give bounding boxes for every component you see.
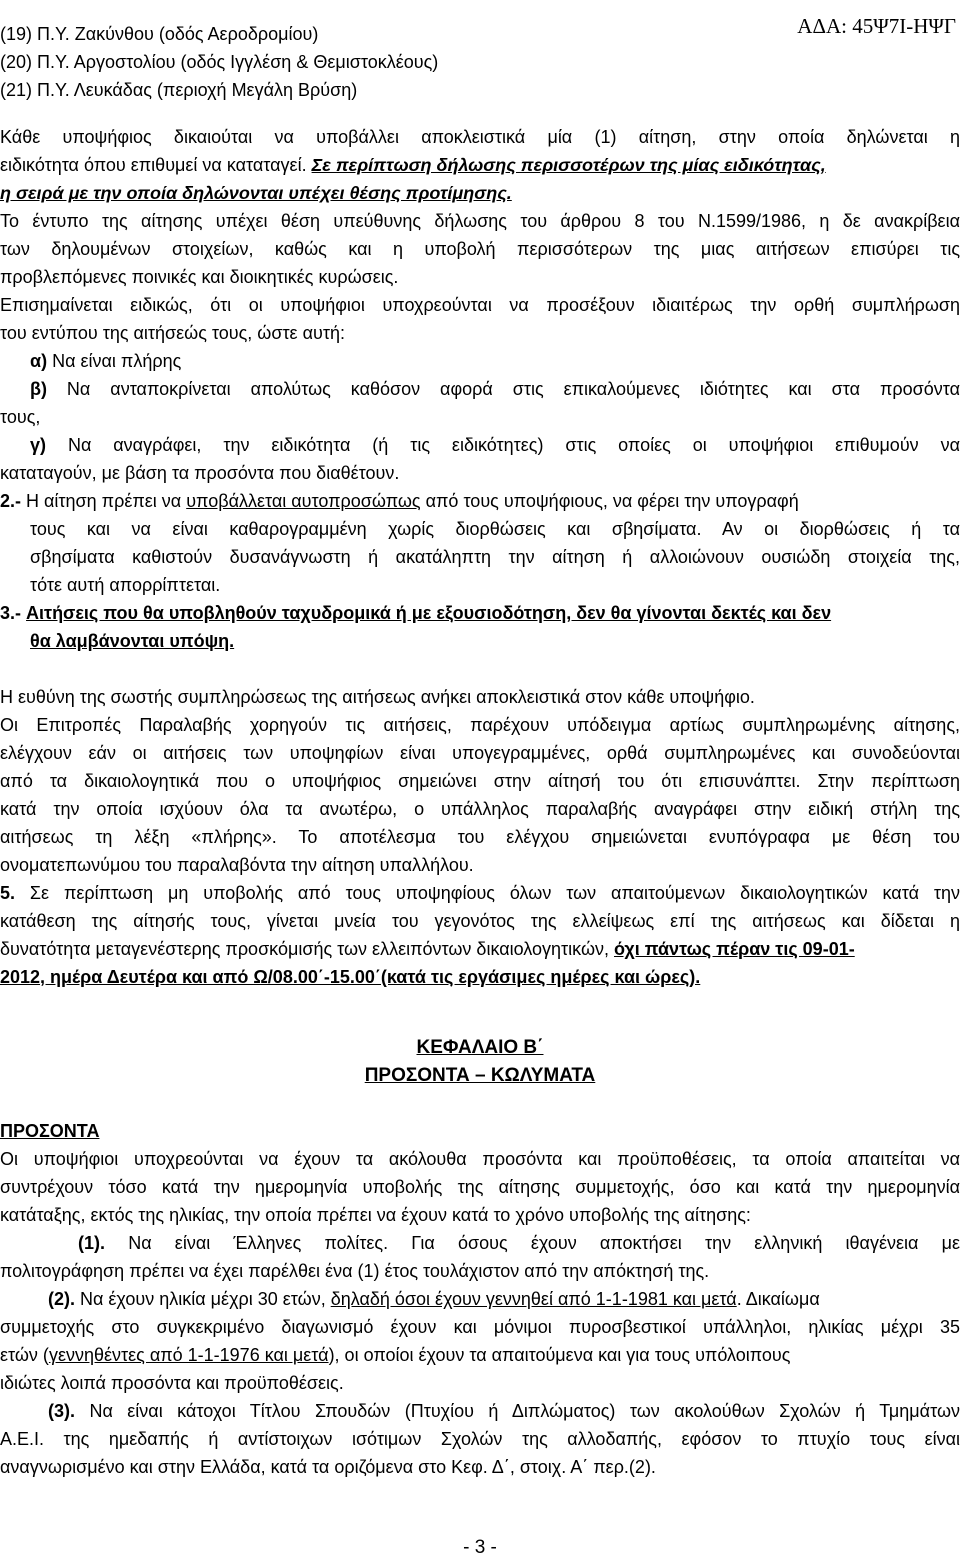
address-line-19: (19) Π.Υ. Ζακύνθου (οδός Αεροδρομίου)	[0, 24, 319, 44]
para4-line3: ελέγχουν εάν οι αιτήσεις των υποψηφίων είναι υπογεγραμμένες, ορθά συμπληρωμένες και συνοδεύονται	[0, 743, 960, 763]
para1-line4: Το έντυπο της αίτησης υπέχει θέση υπεύθυνης δήλωσης του άρθρου 8 του Ν.1599/1986, η δε ανακρίβεια	[0, 211, 960, 231]
chapter-title: ΚΕΦΑΛΑΙΟ Β΄	[416, 1037, 544, 1058]
item5-line1: 5. Σε περίπτωση μη υποβολής από τους υποψηφίους όλων των απαιτούμενων δικαιολογητικών κατά την	[0, 883, 960, 903]
req2-line2: συμμετοχής στο συγκεκριμένο διαγωνισμό έχουν και μόνιμοι πυροσβεστικοί υπάλληλοι, ηλικίας μέχρι 35	[0, 1317, 960, 1337]
list-item-c-cont: καταταγούν, με βάση τα προσόντα που διαθέτουν.	[0, 463, 400, 483]
page-number: - 3 -	[463, 1537, 497, 1558]
req3-line3: αναγνωρισμένο και στην Ελλάδα, κατά τα οριζόμενα στο Κεφ. Δ΄, στοιχ. Α΄ περ.(2).	[0, 1457, 656, 1477]
req1-line1: (1). Να είναι Έλληνες πολίτες. Για όσους έχουν αποκτήσει την ελληνική ιθαγένεια με	[78, 1233, 960, 1253]
para1-line1: Κάθε υποψήφιος δικαιούται να υποβάλλει αποκλειστικά μία (1) αίτηση, στην οποία δηλώνεται η	[0, 127, 960, 147]
item2-line3: σβησίματα καθιστούν δυσανάγνωστη ή ακατάληπτη την αίτηση ή αλλοιώνουν ουσιώδη στοιχεία της,	[30, 547, 960, 567]
prosonta-heading: ΠΡΟΣΟΝΤΑ	[0, 1121, 100, 1141]
req1-line2: πολιτογράφηση πρέπει να έχει παρέλθει ένα (1) έτος τουλάχιστον από την απόκτησή της.	[0, 1261, 710, 1281]
preference-note: Σε περίπτωση δήλωσης περισσοτέρων της μίας ειδικότητας,	[311, 155, 826, 175]
chapter-subtitle: ΠΡΟΣΟΝΤΑ – ΚΩΛΥΜΑΤΑ	[364, 1065, 596, 1086]
list-item-c: γ) Να αναγράφει, την ειδικότητα (ή τις ειδικότητες) στις οποίες οι υποψήφιοι επιθυμούν να	[30, 435, 960, 455]
address-line-20: (20) Π.Υ. Αργοστολίου (οδός Ιγγλέση & Θεμιστοκλέους)	[0, 52, 439, 72]
ada-code: ΑΔΑ: 45Ψ7Ι-ΗΨΓ	[797, 14, 956, 38]
para4-line4: από τα δικαιολογητικά που ο υποψήφιος σημειώνει στην αίτησή του ότι επισυνάπτει. Στην περίπτωση	[0, 771, 960, 791]
req2-line4: ιδιώτες λοιπά προσόντα και προϋποθέσεις.	[0, 1373, 344, 1393]
item2-line4: τότε αυτή απορρίπτεται.	[30, 575, 221, 595]
prosonta-line3: κατάταξης, εκτός της ηλικίας, την οποία πρέπει να έχουν κατά το χρόνο υποβολής της αίτησης:	[0, 1205, 751, 1225]
item5-line3: δυνατότητα μεταγενέστερης προσκόμισής των ελλειπόντων δικαιολογητικών, όχι πάντως πέραν τις 09-01-	[0, 939, 855, 959]
list-item-b: β) Να ανταποκρίνεται απολύτως καθόσον αφορά στις επικαλούμενες ιδιότητες και στα προσόντα	[30, 379, 960, 399]
item3-line2: θα λαμβάνονται υπόψη.	[30, 631, 235, 651]
item2-line1: 2.- Η αίτηση πρέπει να υποβάλλεται αυτοπροσώπως από τους υποψήφιους, να φέρει την υπογραφή	[0, 491, 799, 511]
para1-line5: των δηλουμένων στοιχείων, καθώς και η υποβολή περισσότερων της μιας αιτήσεων επισύρει τις	[0, 239, 960, 259]
list-item-b-cont: τους,	[0, 407, 41, 427]
prosonta-line2: συντρέχουν τόσο κατά την ημερομηνία υποβολής της αίτησης συμμετοχής, όσο και κατά την ημερομηνία	[0, 1177, 960, 1197]
prosonta-line1: Οι υποψήφιοι υποχρεούνται να έχουν τα ακόλουθα προσόντα και προϋποθέσεις, τα οποία απαιτείται να	[0, 1149, 960, 1169]
address-line-21: (21) Π.Υ. Λευκάδας (περιοχή Μεγάλη Βρύση)	[0, 80, 358, 100]
para1-line3: η σειρά με την οποία δηλώνονται υπέχει θέσης προτίμησης.	[0, 183, 512, 203]
item5-line4: 2012, ημέρα Δευτέρα και από Ω/08.00΄-15.00΄(κατά τις εργάσιμες ημέρες και ώρες).	[0, 967, 701, 987]
item3-line1: 3.- Αιτήσεις που θα υποβληθούν ταχυδρομικά ή με εξουσιοδότηση, δεν θα γίνονται δεκτές και δεν	[0, 603, 832, 623]
para4-line1: Η ευθύνη της σωστής συμπληρώσεως της αιτήσεως ανήκει αποκλειστικά στον κάθε υποψήφιο.	[0, 687, 755, 707]
para4-line2: Οι Επιτροπές Παραλαβής χορηγούν τις αιτήσεις, παρέχουν υπόδειγμα αρτίως συμπληρωμένης αίτησης,	[0, 715, 960, 735]
para1-line6: προβλεπόμενες ποινικές και διοικητικές κυρώσεις.	[0, 267, 399, 287]
para4-line6: αιτήσεως τη λέξη «πλήρης». Το αποτέλεσμα του ελέγχου σημειώνεται ενυπόγραφα με θέση του	[0, 827, 960, 847]
para1-line2: ειδικότητα όπου επιθυμεί να καταταγεί. Σε περίπτωση δήλωσης περισσοτέρων της μίας ειδικότητας,	[0, 155, 826, 175]
list-item-a: α) Να είναι πλήρης	[30, 351, 182, 371]
req2-line3: ετών (γεννηθέντες από 1-1-1976 και μετά), οι οποίοι έχουν τα απαιτούμενα και για τους υπόλοιπους	[0, 1345, 791, 1365]
req3-line1: (3). Να είναι κάτοχοι Τίτλου Σπουδών (Πτυχίου ή Διπλώματος) των ακολούθων Σχολών ή Τμημάτων	[48, 1401, 960, 1421]
req2-line1: (2). Να έχουν ηλικία μέχρι 30 ετών, δηλαδή όσοι έχουν γεννηθεί από 1-1-1981 και μετά. Δικαίωμα	[48, 1289, 820, 1309]
item5-line2: κατάθεση της αίτησής τους, γίνεται μνεία του γεγονότος της ελλείψεως επί της αιτήσεως και δίδεται η	[0, 911, 960, 931]
req3-line2: Α.Ε.Ι. της ημεδαπής ή αντίστοιχων ισότιμων Σχολών της αλλοδαπής, εφόσον το πτυχίο τους είναι	[0, 1429, 960, 1449]
para2-line2: του εντύπου της αιτήσεώς τους, ώστε αυτή:	[0, 323, 345, 343]
item2-line2: τους και να είναι καθαρογραμμένη χωρίς διορθώσεις και σβησίματα. Αν οι διορθώσεις ή τα	[30, 519, 960, 539]
para4-line7: ονοματεπωνύμου του παραλαβόντα την αίτηση υπαλλήλου.	[0, 855, 474, 875]
para2-line1: Επισημαίνεται ειδικώς, ότι οι υποψήφιοι υποχρεούνται να προσέξουν ιδιαιτέρως την ορθή συμπλήρωση	[0, 295, 960, 315]
para4-line5: κατά την οποία ισχύουν όλα τα ανωτέρω, ο υπάλληλος παραλαβής αναγράφει στην ειδική στήλη της	[0, 799, 960, 819]
